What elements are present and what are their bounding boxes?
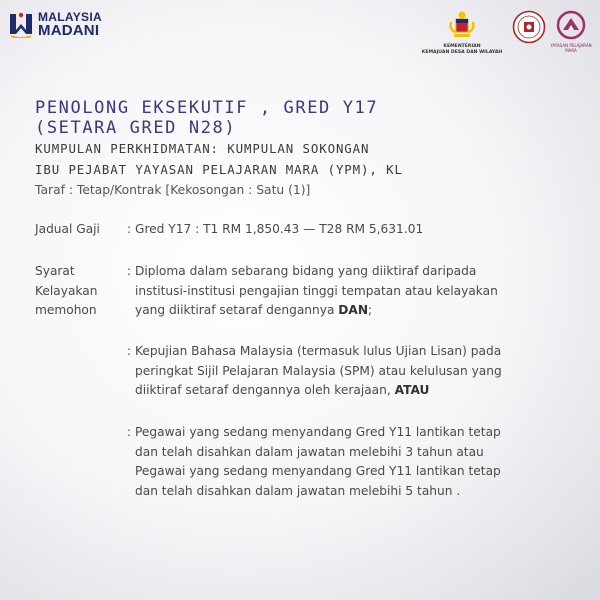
syarat-item-1: Diploma dalam sebarang bidang yang diiktiraf daripada institusi-institusi pengajian tinggi tempatan atau kelayakan yang diiktiraf setaraf dengannya DAN;: [135, 264, 498, 318]
ypm-name: YAYASAN PELAJARAN MARA: [550, 43, 592, 53]
coat-of-arms-icon: [447, 10, 477, 40]
kementerian-name: KEMENTERIAN KEMAJUAN DESA DAN WILAYAH: [421, 44, 503, 55]
job-title: [35, 98, 575, 138]
job-title-line2: (SETARA GRED N28): [35, 118, 237, 138]
header: [0, 0, 600, 70]
kementerian-logo: [418, 10, 506, 55]
syarat-row-3: [35, 423, 580, 503]
syarat-row-1: [35, 262, 580, 322]
madani-emblem-icon: [8, 10, 34, 38]
mara-seal-icon: [512, 10, 546, 44]
keyword-dan: DAN: [338, 303, 369, 318]
keyword-atau: ATAU: [394, 383, 430, 398]
syarat-row-2: [35, 342, 580, 402]
kumpulan-perkhidmatan: KUMPULAN PERKHIDMATAN: KUMPULAN SOKONGAN: [35, 141, 370, 156]
syarat-item-3: Pegawai yang sedang menyandang Gred Y11 lantikan tetap dan telah disahkan dalam jawatan melebihi 3 tahun atau Pegawai yang sedang menyandang Gred Y11 lantikan tetap dan telah disahkan dalam jawatan melebihi 5 tahun .: [135, 425, 501, 498]
taraf: Taraf : Tetap/Kontrak [Kekosongan : Satu (1)]: [35, 183, 311, 197]
jadual-gaji-row: [35, 220, 580, 240]
syarat-item-2: Kepujian Bahasa Malaysia (termasuk lulus Ujian Lisan) pada peringkat Sijil Pelajaran Malaysia (SPM) atau kelulusan yang diiktiraf setaraf dengannya oleh kerajaan, ATAU: [135, 344, 502, 398]
jadual-gaji-label: Jadual Gaji: [35, 222, 100, 236]
syarat-colon-1: :: [127, 264, 132, 278]
syarat-label: Syarat Kelayakan memohon: [35, 264, 98, 318]
syarat-colon-3: :: [127, 425, 132, 439]
ypm-emblem-icon: [556, 10, 586, 40]
jadual-gaji-value: Gred Y17 : T1 RM 1,850.43 — T28 RM 5,631.01: [135, 222, 424, 236]
madani-line2: MADANI: [38, 21, 100, 39]
lokasi: IBU PEJABAT YAYASAN PELAJARAN MARA (YPM), KL: [35, 162, 403, 177]
ypm-logo: [548, 10, 594, 53]
syarat-colon-2: :: [127, 344, 132, 358]
job-header: [35, 98, 575, 199]
job-title-line1: PENOLONG EKSEKUTIF , GRED Y17: [35, 98, 379, 118]
jadual-gaji-colon: :: [127, 222, 132, 236]
madani-line1: MALAYSIA: [38, 9, 102, 24]
malaysia-madani-logo: [8, 10, 102, 38]
